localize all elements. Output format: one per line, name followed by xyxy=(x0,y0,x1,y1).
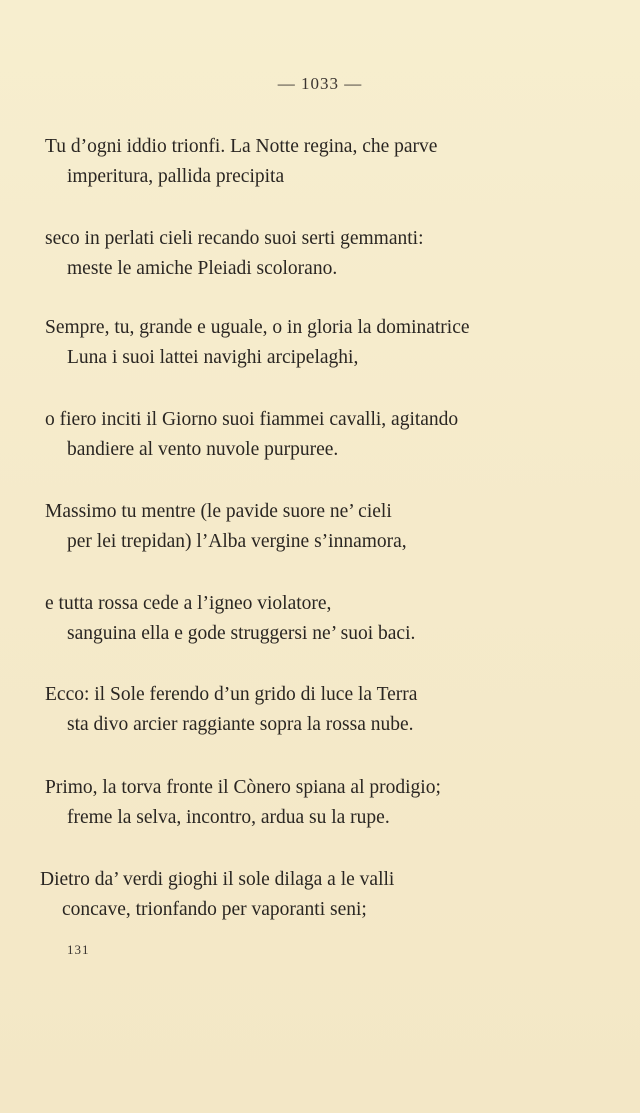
verse-line: Ecco: il Sole ferendo d’un grido di luce la Terra xyxy=(45,684,418,705)
verse-line: Dietro da’ verdi gioghi il sole dilaga a le valli xyxy=(40,869,395,890)
verse-line: Primo, la torva fronte il Cònero spiana al prodigio; xyxy=(45,777,441,798)
verse-line: Massimo tu mentre (le pavide suore ne’ cieli xyxy=(45,501,392,522)
stanza-4 xyxy=(0,405,600,465)
stanza-6 xyxy=(0,589,600,649)
verse-line: e tutta rossa cede a l’igneo violatore, xyxy=(45,593,332,614)
stanza-9 xyxy=(0,865,600,925)
stanza-8 xyxy=(0,773,600,833)
verse-line-indented: bandiere al vento nuvole purpuree. xyxy=(67,439,339,460)
stanza-5 xyxy=(0,497,600,557)
verse-line: Tu d’ogni iddio trionfi. La Notte regina, che parve xyxy=(45,136,438,157)
verse-line-indented: imperitura, pallida precipita xyxy=(67,166,285,187)
stanza-3 xyxy=(0,313,600,373)
verse-line-indented: concave, trionfando per vaporanti seni; xyxy=(62,899,367,920)
stanza-1 xyxy=(0,132,600,192)
verse-line: o fiero inciti il Giorno suoi fiammei cavalli, agitando xyxy=(45,409,459,430)
verse-line-indented: Luna i suoi lattei navighi arcipelaghi, xyxy=(67,347,359,368)
verse-line-indented: freme la selva, incontro, ardua su la rupe. xyxy=(67,807,390,828)
page-number: — 1033 — xyxy=(277,74,363,93)
verse-line-indented: sanguina ella e gode struggersi ne’ suoi baci. xyxy=(67,623,416,644)
stanza-2 xyxy=(0,224,600,284)
verse-line: seco in perlati cieli recando suoi serti gemmanti: xyxy=(45,228,424,249)
verse-line-indented: per lei trepidan) l’Alba vergine s’innamora, xyxy=(67,531,407,552)
verse-line-indented: meste le amiche Pleiadi scolorano. xyxy=(67,258,338,279)
signature-mark: 131 xyxy=(67,942,90,957)
verse-line: Sempre, tu, grande e uguale, o in gloria la dominatrice xyxy=(45,317,470,338)
stanza-7 xyxy=(0,680,600,740)
verse-line-indented: sta divo arcier raggiante sopra la rossa nube. xyxy=(67,714,414,735)
